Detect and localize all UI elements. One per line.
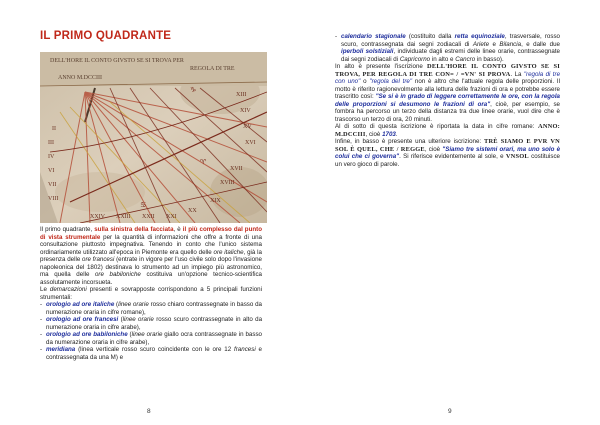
hour-numeral: IV: [48, 154, 55, 160]
hour-numeral: III: [48, 140, 54, 146]
hour-numeral: XIV: [240, 108, 251, 114]
hour-numeral: XX: [188, 208, 197, 214]
list-item: - meridiana (linea verticale rosso scuro coincidente con le ore 12 francesi e contrassegnata da una M) e: [40, 346, 262, 361]
hour-numeral: XVII: [230, 166, 243, 172]
hour-numeral: VIII: [48, 196, 59, 202]
page-number: 9: [448, 408, 452, 415]
list-item: - orologio ad ore italiche (linee orarie rosso chiaro contrassegnate in basso da numerazione oraria in cifre romane),: [40, 301, 262, 316]
hour-numeral: VI: [48, 168, 55, 174]
sundial-photo: [40, 52, 267, 223]
hour-numeral: XXIII: [116, 214, 131, 220]
right-page: [300, 0, 600, 425]
page-number: 8: [147, 408, 151, 415]
hour-numeral: VII: [48, 182, 57, 188]
motto-paragraph: In alto è presente l'iscrizione DELL'HORE IL CONTO GIVSTO SE SI TROVA, PER REGOLA DI TRE CON= / =VN' SI PROVA. La "regola di tre con uno" o "regola del tre" non è altro che l'attuale regola delle proporzioni. Il motto è riferito ragionevolmente alla lettura delle frazioni di ora e potrebbe essere trascritto così: "Se si è in grado di leggere correttamente le ore, con la regola delle proporzioni si desumono le frazioni di ora", cioè, per esempio, se fombra ha percorso un terzo della distanza tra due linee orarie, vuol dire che è trascorso un terzo di ora, 20 minuti.: [335, 63, 561, 123]
date-paragraph: Al di sotto di questa iscrizione è riportata la data in cifre romane: ANNO: M.DCCIII, cioè 1703.: [335, 123, 560, 138]
hour-numeral: II: [52, 126, 56, 132]
hour-numeral: XIX: [210, 198, 221, 204]
hour-numeral: XIII: [236, 92, 247, 98]
hour-numeral: XXI: [166, 214, 177, 220]
inscription-line-1: DELL'HORE IL CONTO GIVSTO SE SI TROVA PER: [50, 58, 184, 64]
inscription-line-3: ANNO M.DCCIII: [58, 75, 102, 81]
hour-numeral: XXII: [142, 214, 155, 220]
list-item: - calendario stagionale (costituito dalla retta equinoziale, trasversale, rosso scuro, contrassegnata dai segni zodiacali di Ariete e Bilancia, e dalle due iperboli solstiziali, individuate dagli estremi delle linee orarie, contrassegnate dai segni zodiacali di Capricorno in alto e Cancro in basso).: [335, 33, 560, 63]
svg-text:♑: ♑: [190, 86, 197, 94]
hour-numeral: XVI: [245, 140, 256, 146]
intro-paragraph: Il primo quadrante, sulla sinistra della facciata, è il più complesso dal punto di vista strumentale per la quantità di informazioni che offre a fronte di una consultazione piuttosto impegnativa. Tenendo in conto che l'unico sistema ordinariamente utilizzato all'epoca in Piemonte era quello delle ore italiche, già la presenza delle ore francesi (entrate in vigore per l'uso civile solo dopo l'invasione napoleonica del 1802) destinava lo strumento ad un impiego più astronomico, ma quella delle ore babiloniche costituiva un'opzione tecnico-scientifica assolutamente incorsueta.: [40, 226, 263, 286]
hour-numeral: XV: [243, 124, 252, 130]
hour-numeral: XVIII: [220, 180, 235, 186]
inscription-line-2: REGOLA DI TRE: [190, 66, 235, 72]
right-page-body: [335, 33, 560, 168]
hour-numeral: XXIV: [90, 214, 105, 220]
closing-paragraph: Infine, in basso è presente una ulteriore iscrizione: TRÈ SIAMO E PVR VN SOL È QUEL, CHE / REGGE, cioè "Siamo tre sistemi orari, ma uno solo è colui che ci governa". Si riferisce evidentemente al sole, e VNSOL costituisce un vero gioco di parole.: [335, 138, 561, 168]
svg-text:♋: ♋: [140, 201, 147, 209]
left-page-body: [40, 226, 262, 361]
page-title: IL PRIMO QUADRANTE: [40, 30, 172, 42]
list-item: - orologio ad ore babiloniche (linee orarie giallo ocra contrassegnate in basso da numerazione oraria in cifre arabe),: [40, 331, 262, 346]
svg-text:♈: ♈: [200, 158, 207, 166]
functions-paragraph: Le demarcazioni presenti e sovrapposte corrispondono a 5 principali funzioni strumentali:: [40, 286, 262, 301]
list-item: - orologio ad ore francesi (linee orarie rosso scuro contrassegnate in alto da numerazione oraria in cifre arabe),: [40, 316, 262, 331]
